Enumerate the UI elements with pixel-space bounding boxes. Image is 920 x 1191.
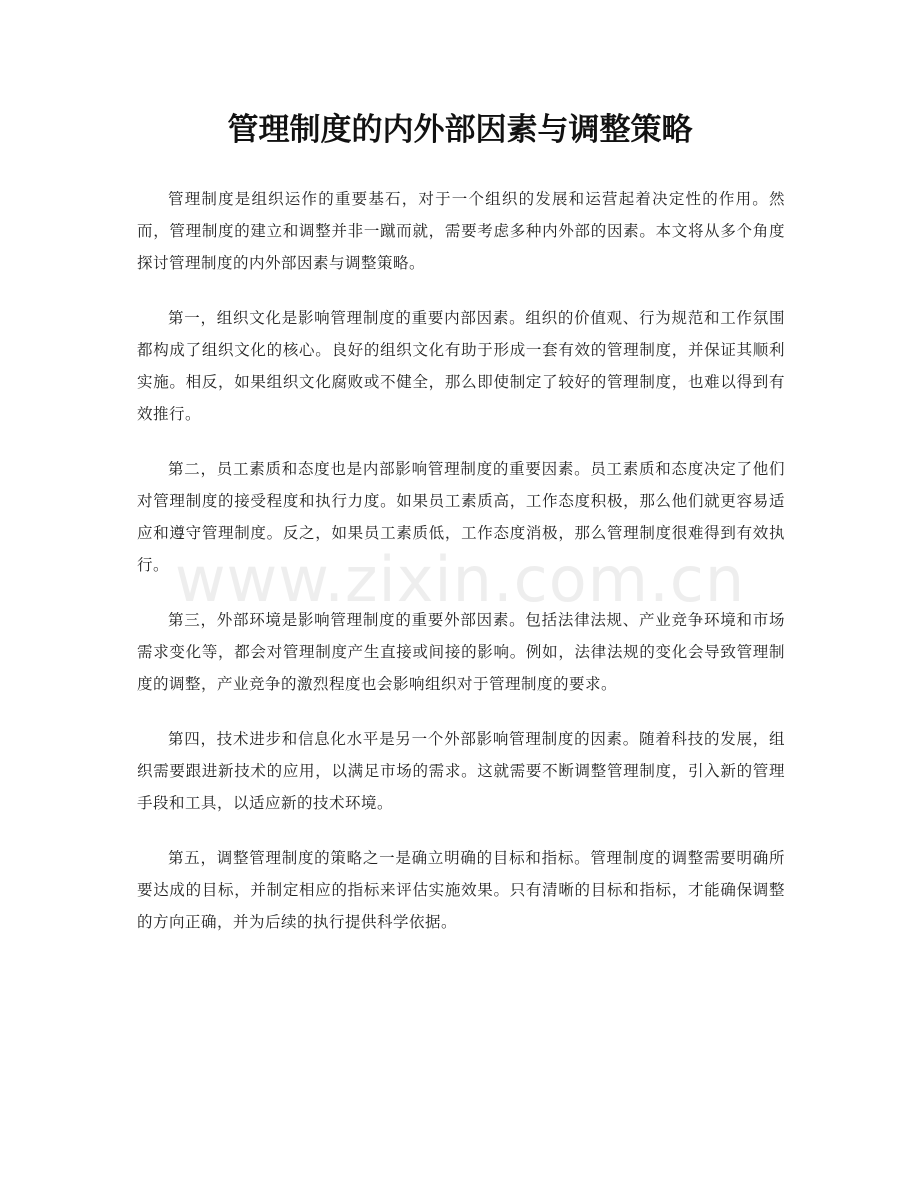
- paragraph-fifth: 第五，调整管理制度的策略之一是确立明确的目标和指标。管理制度的调整需要明确所要达成的目标，并制定相应的指标来评估实施效果。只有清晰的目标和指标，才能确保调整的方向正确，并为后续的执行提供科学依据。: [137, 849, 785, 931]
- paragraph-third: 第三，外部环境是影响管理制度的重要外部因素。包括法律法规、产业竞争环境和市场需求变化等，都会对管理制度产生直接或间接的影响。例如，法律法规的变化会导致管理制度的调整，产业竞争的激烈程度也会影响组织对于管理制度的要求。: [137, 611, 785, 693]
- paragraph-intro: 管理制度是组织运作的重要基石，对于一个组织的发展和运营起着决定性的作用。然而，管理制度的建立和调整并非一蹴而就，需要考虑多种内外部的因素。本文将从多个角度探讨管理制度的内外部因素与调整策略。: [137, 190, 785, 272]
- paragraph-second: 第二，员工素质和态度也是内部影响管理制度的重要因素。员工素质和态度决定了他们对管理制度的接受程度和执行力度。如果员工素质高，工作态度积极，那么他们就更容易适应和遵守管理制度。反之，如果员工素质低，工作态度消极，那么管理制度很难得到有效执行。: [137, 460, 785, 574]
- watermark: www.zixin.com.cn: [174, 543, 746, 616]
- document-body: [137, 183, 785, 961]
- paragraph-fourth: 第四，技术进步和信息化水平是另一个外部影响管理制度的因素。随着科技的发展，组织需要跟进新技术的应用，以满足市场的需求。这就需要不断调整管理制度，引入新的管理手段和工具，以适应新的技术环境。: [137, 730, 785, 812]
- page-title: 管理制度的内外部因素与调整策略: [227, 112, 693, 148]
- paragraph-first: 第一，组织文化是影响管理制度的重要内部因素。组织的价值观、行为规范和工作氛围都构成了组织文化的核心。良好的组织文化有助于形成一套有效的管理制度，并保证其顺利实施。相反，如果组织文化腐败或不健全，那么即使制定了较好的管理制度，也难以得到有效推行。: [137, 309, 785, 423]
